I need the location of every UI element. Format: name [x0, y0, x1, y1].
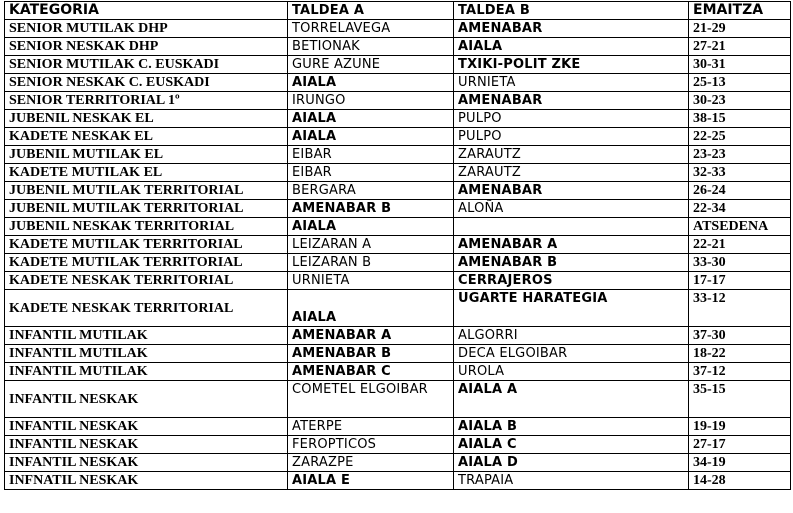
- table-row: [5, 182, 791, 200]
- table-row: [5, 418, 791, 436]
- header-emaitza: EMAITZA: [689, 2, 791, 20]
- header-taldea-b: TALDEA B: [454, 2, 689, 20]
- team-b-cell: ALOÑA: [454, 200, 689, 218]
- table-row: [5, 472, 791, 490]
- team-b-cell: AMENABAR A: [454, 236, 689, 254]
- team-b-cell: ZARAUTZ: [454, 146, 689, 164]
- result-cell: 35-15: [689, 381, 791, 418]
- team-b-cell: CERRAJEROS: [454, 272, 689, 290]
- header-row: [5, 2, 791, 20]
- table-row: [5, 218, 791, 236]
- category-cell: INFANTIL NESKAK: [5, 436, 288, 454]
- team-b-cell: AIALA C: [454, 436, 689, 454]
- result-cell: 22-21: [689, 236, 791, 254]
- header-taldea-a: TALDEA A: [288, 2, 454, 20]
- team-a-cell: LEIZARAN A: [288, 236, 454, 254]
- team-a-cell: AIALA: [288, 110, 454, 128]
- result-cell: 26-24: [689, 182, 791, 200]
- result-cell: 30-23: [689, 92, 791, 110]
- result-cell: 22-25: [689, 128, 791, 146]
- result-cell: 21-29: [689, 20, 791, 38]
- result-cell: 27-21: [689, 38, 791, 56]
- header-kategoria: KATEGORIA: [5, 2, 288, 20]
- team-b-cell: AMENABAR: [454, 92, 689, 110]
- result-cell: 37-12: [689, 363, 791, 381]
- team-b-cell: AMENABAR B: [454, 254, 689, 272]
- category-cell: KADETE MUTILAK EL: [5, 164, 288, 182]
- team-a-cell: AMENABAR A: [288, 327, 454, 345]
- result-cell: 32-33: [689, 164, 791, 182]
- results-body: [5, 20, 791, 490]
- result-cell: 37-30: [689, 327, 791, 345]
- result-cell: 22-34: [689, 200, 791, 218]
- category-cell: KADETE MUTILAK TERRITORIAL: [5, 236, 288, 254]
- result-cell: 34-19: [689, 454, 791, 472]
- table-row: [5, 92, 791, 110]
- team-a-cell: AIALA: [288, 218, 454, 236]
- team-a-cell: LEIZARAN B: [288, 254, 454, 272]
- category-cell: JUBENIL MUTILAK EL: [5, 146, 288, 164]
- team-b-cell: DECA ELGOIBAR: [454, 345, 689, 363]
- category-cell: SENIOR NESKAK DHP: [5, 38, 288, 56]
- team-b-cell: ALGORRI: [454, 327, 689, 345]
- category-cell: INFANTIL MUTILAK: [5, 327, 288, 345]
- team-b-cell: AMENABAR: [454, 20, 689, 38]
- team-b-cell: ZARAUTZ: [454, 164, 689, 182]
- team-b-cell: AIALA B: [454, 418, 689, 436]
- category-cell: INFANTIL NESKAK: [5, 381, 288, 418]
- team-b-cell: UROLA: [454, 363, 689, 381]
- result-cell: 18-22: [689, 345, 791, 363]
- table-row: [5, 200, 791, 218]
- result-cell: 17-17: [689, 272, 791, 290]
- team-a-cell: FEROPTICOS: [288, 436, 454, 454]
- table-row: [5, 436, 791, 454]
- table-row: [5, 38, 791, 56]
- category-cell: SENIOR TERRITORIAL 1º: [5, 92, 288, 110]
- team-a-cell: TORRELAVEGA: [288, 20, 454, 38]
- team-a-cell: BETIONAK: [288, 38, 454, 56]
- team-b-cell: AIALA: [454, 38, 689, 56]
- category-cell: KADETE NESKAK EL: [5, 128, 288, 146]
- table-row: [5, 327, 791, 345]
- table-row: [5, 345, 791, 363]
- result-cell: ATSEDENA: [689, 218, 791, 236]
- category-cell: JUBENIL MUTILAK TERRITORIAL: [5, 200, 288, 218]
- result-cell: 33-12: [689, 290, 791, 327]
- table-row: [5, 146, 791, 164]
- team-a-cell: AIALA E: [288, 472, 454, 490]
- category-cell: KADETE MUTILAK TERRITORIAL: [5, 254, 288, 272]
- result-cell: 38-15: [689, 110, 791, 128]
- table-row: [5, 272, 791, 290]
- category-cell: SENIOR MUTILAK DHP: [5, 20, 288, 38]
- category-cell: SENIOR NESKAK C. EUSKADI: [5, 74, 288, 92]
- table-row: [5, 381, 791, 418]
- table-row: [5, 454, 791, 472]
- team-a-cell: EIBAR: [288, 146, 454, 164]
- team-a-cell: AMENABAR C: [288, 363, 454, 381]
- category-cell: SENIOR MUTILAK C. EUSKADI: [5, 56, 288, 74]
- category-cell: INFANTIL MUTILAK: [5, 345, 288, 363]
- result-cell: 25-13: [689, 74, 791, 92]
- team-a-cell: IRUNGO: [288, 92, 454, 110]
- team-a-cell: GURE AZUNE: [288, 56, 454, 74]
- team-b-cell: [454, 218, 689, 236]
- team-b-cell: AIALA A: [454, 381, 689, 418]
- team-a-cell: AIALA: [288, 290, 454, 327]
- team-a-cell: AMENABAR B: [288, 345, 454, 363]
- result-cell: 30-31: [689, 56, 791, 74]
- team-b-cell: PULPO: [454, 128, 689, 146]
- result-cell: 23-23: [689, 146, 791, 164]
- team-b-cell: TRAPAIA: [454, 472, 689, 490]
- team-a-cell: COMETEL ELGOIBAR: [288, 381, 454, 418]
- team-a-cell: EIBAR: [288, 164, 454, 182]
- team-a-cell: AMENABAR B: [288, 200, 454, 218]
- team-a-cell: ZARAZPE: [288, 454, 454, 472]
- team-b-cell: PULPO: [454, 110, 689, 128]
- team-b-cell: AMENABAR: [454, 182, 689, 200]
- table-row: [5, 20, 791, 38]
- table-row: [5, 363, 791, 381]
- category-cell: JUBENIL NESKAK EL: [5, 110, 288, 128]
- category-cell: INFANTIL NESKAK: [5, 418, 288, 436]
- category-cell: INFANTIL MUTILAK: [5, 363, 288, 381]
- team-b-cell: AIALA D: [454, 454, 689, 472]
- category-cell: INFANTIL NESKAK: [5, 454, 288, 472]
- team-a-cell: ATERPE: [288, 418, 454, 436]
- result-cell: 33-30: [689, 254, 791, 272]
- result-cell: 19-19: [689, 418, 791, 436]
- category-cell: JUBENIL MUTILAK TERRITORIAL: [5, 182, 288, 200]
- category-cell: JUBENIL NESKAK TERRITORIAL: [5, 218, 288, 236]
- result-cell: 14-28: [689, 472, 791, 490]
- result-cell: 27-17: [689, 436, 791, 454]
- results-table: [4, 1, 791, 490]
- table-row: [5, 254, 791, 272]
- team-b-cell: TXIKI-POLIT ZKE: [454, 56, 689, 74]
- team-a-cell: AIALA: [288, 74, 454, 92]
- team-b-cell: URNIETA: [454, 74, 689, 92]
- table-row: [5, 236, 791, 254]
- team-b-cell: UGARTE HARATEGIA: [454, 290, 689, 327]
- team-a-cell: AIALA: [288, 128, 454, 146]
- table-row: [5, 74, 791, 92]
- category-cell: KADETE NESKAK TERRITORIAL: [5, 272, 288, 290]
- category-cell: INFNATIL NESKAK: [5, 472, 288, 490]
- table-row: [5, 164, 791, 182]
- category-cell: KADETE NESKAK TERRITORIAL: [5, 290, 288, 327]
- team-a-cell: URNIETA: [288, 272, 454, 290]
- table-row: [5, 56, 791, 74]
- table-row: [5, 290, 791, 327]
- table-row: [5, 110, 791, 128]
- team-a-cell: BERGARA: [288, 182, 454, 200]
- table-row: [5, 128, 791, 146]
